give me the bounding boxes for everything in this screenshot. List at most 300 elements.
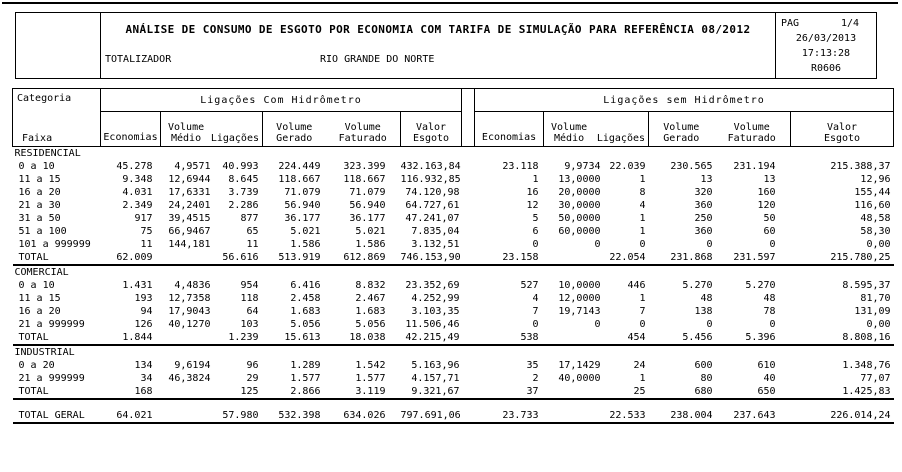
col-volume-gerado-label: Volume Gerado — [663, 122, 700, 144]
col-ligacoes-label: Ligações — [210, 133, 259, 144]
table-row — [13, 305, 894, 318]
value-cell: 36.177 — [284, 213, 321, 224]
value-cell: 8.645 — [228, 174, 259, 185]
report-code: R0606 — [810, 63, 842, 74]
col-volume-faturado-label: Volume Faturado — [338, 122, 387, 144]
faixa-cell: 0 a 10 — [18, 161, 55, 172]
value-cell: 1.586 — [290, 239, 321, 250]
value-cell: 37 — [475, 385, 544, 399]
value-cell: 4.031 — [122, 187, 153, 198]
faixa-cell: 16 a 20 — [18, 306, 61, 317]
report-time: 17:13:28 — [801, 48, 851, 59]
table-row — [13, 186, 894, 199]
value-cell: 0 — [706, 239, 713, 250]
value-cell: 18.038 — [331, 331, 401, 345]
value-cell: 19,7143 — [558, 306, 601, 317]
value-cell: 118.667 — [278, 174, 321, 185]
value-cell: 231.194 — [733, 161, 776, 172]
value-cell: 12,6944 — [168, 174, 211, 185]
value-cell — [544, 331, 604, 345]
gap-cell — [462, 385, 475, 399]
value-cell: 230.565 — [670, 161, 713, 172]
gap-cell — [462, 186, 475, 199]
value-cell: 48,58 — [860, 213, 891, 224]
page-number: 1/4 — [840, 18, 859, 29]
header-center-cell — [101, 13, 775, 78]
faixa-cell: TOTAL — [13, 251, 101, 265]
value-cell: 320 — [694, 187, 713, 198]
value-cell: 0,00 — [866, 239, 891, 250]
value-cell: 47.241,07 — [405, 213, 460, 224]
value-cell: 612.869 — [331, 251, 401, 265]
value-cell: 23.733 — [475, 409, 544, 423]
value-cell: 1 — [639, 373, 646, 384]
value-cell: 634.026 — [331, 409, 401, 423]
value-cell: 40,0000 — [558, 373, 601, 384]
corner-categoria-label: Categoria — [17, 93, 72, 104]
value-cell: 4.252,99 — [411, 293, 460, 304]
value-cell: 103 — [240, 319, 259, 330]
gap-cell — [462, 225, 475, 238]
table-row — [13, 318, 894, 331]
faixa-cell: 51 a 100 — [18, 226, 67, 237]
value-cell: 131,09 — [854, 306, 891, 317]
value-cell: 80 — [700, 373, 713, 384]
value-cell: 4,4836 — [174, 280, 211, 291]
faixa-cell: 21 a 999999 — [18, 373, 85, 384]
value-cell: 75 — [140, 226, 153, 237]
value-cell: 2.467 — [355, 293, 386, 304]
value-cell: 231.597 — [719, 251, 791, 265]
value-cell: 168 — [101, 385, 161, 399]
value-cell: 231.868 — [649, 251, 719, 265]
table-row — [13, 225, 894, 238]
value-cell: 46,3824 — [168, 373, 211, 384]
value-cell: 797.691,06 — [400, 410, 461, 421]
section-total-row — [13, 331, 894, 345]
value-cell: 126 — [134, 319, 153, 330]
report-subtitle: TOTALIZADOR — [105, 54, 172, 65]
value-cell: 5.396 — [719, 331, 791, 345]
value-cell: 5.021 — [290, 226, 321, 237]
value-cell: 6 — [532, 226, 539, 237]
value-cell: 0 — [639, 239, 646, 250]
value-cell: 74.120,98 — [405, 187, 460, 198]
value-cell: 12,7358 — [168, 293, 211, 304]
value-cell: 16 — [526, 187, 539, 198]
col-volume-medio-label: Volume Médio — [551, 122, 588, 144]
value-cell: 5.021 — [355, 226, 386, 237]
value-cell: 0 — [639, 319, 646, 330]
faixa-cell: 101 a 999999 — [18, 239, 91, 250]
value-cell: 238.004 — [649, 409, 719, 423]
table-row — [13, 173, 894, 186]
value-cell: 215.388,37 — [830, 161, 891, 172]
value-cell: 118.667 — [343, 174, 386, 185]
col-medio-ligacoes-2 — [544, 112, 649, 147]
value-cell: 1 — [639, 213, 646, 224]
gap-cell — [462, 251, 475, 265]
value-cell: 24 — [633, 360, 646, 371]
value-cell: 23.158 — [475, 251, 544, 265]
value-cell: 360 — [694, 226, 713, 237]
section-header-row — [13, 265, 894, 279]
value-cell: 4,9571 — [174, 161, 211, 172]
faixa-cell: 21 a 999999 — [18, 319, 85, 330]
section-total-row — [13, 251, 894, 265]
value-cell: 1.577 — [290, 373, 321, 384]
value-cell: 0 — [769, 319, 776, 330]
table-row — [13, 372, 894, 385]
value-cell: 1.683 — [290, 306, 321, 317]
value-cell: 23.118 — [502, 161, 539, 172]
gap-cell — [462, 292, 475, 305]
col-valor-esgoto-1 — [401, 112, 462, 147]
value-cell: 96 — [246, 360, 259, 371]
header-page-cell — [775, 13, 876, 78]
value-cell: 39,4515 — [168, 213, 211, 224]
value-cell: 446 — [627, 280, 646, 291]
value-cell: 432.163,84 — [400, 161, 461, 172]
value-cell: 4 — [639, 200, 646, 211]
value-cell — [544, 251, 604, 265]
value-cell — [544, 385, 604, 399]
value-cell: 48 — [700, 293, 713, 304]
value-cell: 22.039 — [609, 161, 646, 172]
value-cell: 680 — [649, 385, 719, 399]
faixa-cell: 0 a 10 — [18, 280, 55, 291]
value-cell: 35 — [526, 360, 539, 371]
value-cell — [544, 409, 604, 423]
value-cell: 40.993 — [222, 161, 259, 172]
value-cell: 56.940 — [349, 200, 386, 211]
value-cell: 5.163,96 — [411, 360, 460, 371]
value-cell: 5.056 — [290, 319, 321, 330]
value-cell: 6.416 — [290, 280, 321, 291]
gap-cell — [462, 372, 475, 385]
value-cell: 45.278 — [116, 161, 153, 172]
value-cell: 12 — [526, 200, 539, 211]
value-cell: 60 — [763, 226, 776, 237]
col-volume-gerado-label: Volume Gerado — [276, 122, 313, 144]
col-gerado-faturado-1 — [263, 112, 401, 147]
value-cell: 527 — [520, 280, 539, 291]
value-cell: 62.009 — [101, 251, 161, 265]
value-cell: 144,181 — [168, 239, 211, 250]
col-valor-esgoto-label: Valor Esgoto — [823, 122, 861, 144]
section-header-row — [13, 345, 894, 359]
value-cell: 25 — [604, 385, 649, 399]
value-cell: 160 — [757, 187, 776, 198]
spacer-cell — [13, 399, 894, 409]
col-gerado-faturado-2 — [649, 112, 791, 147]
value-cell: 7 — [532, 306, 539, 317]
value-cell: 22.533 — [604, 409, 649, 423]
value-cell: 118 — [240, 293, 259, 304]
col-ligacoes-label: Ligações — [596, 133, 646, 144]
value-cell: 2.866 — [263, 385, 331, 399]
group-header-row — [13, 89, 894, 112]
value-cell: 58,30 — [860, 226, 891, 237]
value-cell: 3.103,35 — [411, 306, 460, 317]
value-cell: 71.079 — [349, 187, 386, 198]
report-title: ANÁLISE DE CONSUMO DE ESGOTO POR ECONOMIA COM TARIFA DE SIMULAÇÃO PARA REFERÊNCIA 08/2012 — [125, 23, 751, 36]
value-cell: 56.940 — [284, 200, 321, 211]
page-indicator — [776, 16, 876, 31]
value-cell: 17,9043 — [168, 306, 211, 317]
value-cell: 13,0000 — [558, 174, 601, 185]
value-cell: 50 — [763, 213, 776, 224]
value-cell: 12,0000 — [558, 293, 601, 304]
value-cell: 2 — [532, 373, 539, 384]
value-cell: 323.399 — [343, 161, 386, 172]
value-cell: 155,44 — [854, 187, 891, 198]
col-medio-ligacoes-1 — [161, 112, 263, 147]
value-cell: 600 — [694, 360, 713, 371]
value-cell: 610 — [757, 360, 776, 371]
value-cell: 4.157,71 — [411, 373, 460, 384]
col-economias-label: Economias — [103, 132, 158, 143]
col-economias-2 — [475, 112, 544, 147]
value-cell: 40 — [763, 373, 776, 384]
value-cell: 1.239 — [219, 331, 263, 345]
faixa-cell: 11 a 15 — [18, 293, 61, 304]
value-cell: 11 — [140, 239, 153, 250]
faixa-cell: TOTAL — [13, 385, 101, 399]
value-cell: 1.577 — [355, 373, 386, 384]
top-rule — [2, 2, 898, 4]
value-cell: 0,00 — [866, 319, 891, 330]
report-body — [13, 147, 894, 424]
value-cell: 64 — [246, 306, 259, 317]
gap-cell — [462, 212, 475, 225]
value-cell: 42.215,49 — [401, 331, 462, 345]
gap-cell — [462, 331, 475, 345]
report-table — [12, 88, 894, 424]
spacer-row — [13, 399, 894, 409]
value-cell: 125 — [219, 385, 263, 399]
value-cell: 5.456 — [649, 331, 719, 345]
faixa-cell: 0 a 20 — [18, 360, 55, 371]
value-cell: 9,9734 — [564, 161, 601, 172]
faixa-cell: 16 a 20 — [18, 187, 61, 198]
value-cell: 3.119 — [331, 385, 401, 399]
faixa-cell: TOTAL — [13, 331, 101, 345]
value-cell: 746.153,90 — [400, 252, 461, 263]
value-cell: 29 — [246, 373, 259, 384]
table-row — [13, 199, 894, 212]
col-valor-esgoto-label: Valor Esgoto — [412, 122, 450, 144]
value-cell: 116.932,85 — [400, 174, 461, 185]
table-row — [13, 359, 894, 372]
value-cell: 120 — [757, 200, 776, 211]
value-cell: 71.079 — [284, 187, 321, 198]
table-row — [13, 238, 894, 251]
value-cell: 215.780,25 — [791, 251, 894, 265]
value-cell: 513.919 — [263, 251, 331, 265]
value-cell: 1.425,83 — [791, 385, 894, 399]
value-cell: 9,6194 — [174, 360, 211, 371]
value-cell — [161, 409, 219, 423]
value-cell: 77,07 — [860, 373, 891, 384]
value-cell: 48 — [763, 293, 776, 304]
page-label: PAG — [781, 18, 800, 29]
gap-cell — [462, 305, 475, 318]
section-label: INDUSTRIAL — [14, 347, 75, 358]
table-row — [13, 160, 894, 173]
value-cell: 8 — [639, 187, 646, 198]
value-cell: 8.832 — [355, 280, 386, 291]
header-left-cell — [16, 13, 101, 78]
value-cell: 34 — [140, 373, 153, 384]
value-cell: 1.542 — [355, 360, 386, 371]
value-cell: 7 — [639, 306, 646, 317]
value-cell: 78 — [763, 306, 776, 317]
col-economias-1 — [101, 112, 161, 147]
value-cell: 12,96 — [860, 174, 891, 185]
value-cell: 250 — [694, 213, 713, 224]
value-cell: 454 — [604, 331, 649, 345]
value-cell: 64.727,61 — [405, 200, 460, 211]
gap-cell — [462, 318, 475, 331]
value-cell: 1 — [639, 174, 646, 185]
gap-cell — [462, 238, 475, 251]
section-label: COMERCIAL — [14, 267, 69, 278]
value-cell: 5.056 — [355, 319, 386, 330]
value-cell: 954 — [240, 280, 259, 291]
value-cell: 50,0000 — [558, 213, 601, 224]
value-cell: 134 — [134, 360, 153, 371]
value-cell: 877 — [240, 213, 259, 224]
report-region: RIO GRANDE DO NORTE — [320, 54, 435, 65]
group-without-meter: Ligações sem Hidrômetro — [475, 89, 894, 112]
gap-cell — [462, 160, 475, 173]
value-cell: 40,1270 — [168, 319, 211, 330]
section-header-row — [13, 147, 894, 161]
value-cell: 1.431 — [122, 280, 153, 291]
gap-cell — [462, 279, 475, 292]
value-cell — [161, 385, 219, 399]
value-cell: 9.348 — [122, 174, 153, 185]
value-cell: 66,9467 — [168, 226, 211, 237]
value-cell: 7.835,04 — [411, 226, 460, 237]
value-cell: 538 — [475, 331, 544, 345]
value-cell: 3.739 — [228, 187, 259, 198]
col-volume-faturado-label: Volume Faturado — [727, 122, 776, 144]
value-cell: 1.844 — [101, 331, 161, 345]
value-cell: 4 — [532, 293, 539, 304]
gap-cell — [462, 199, 475, 212]
value-cell: 138 — [694, 306, 713, 317]
value-cell: 5.270 — [682, 280, 713, 291]
group-gap-cell — [462, 89, 475, 147]
table-row — [13, 212, 894, 225]
value-cell: 13 — [763, 174, 776, 185]
group-with-meter: Ligações Com Hidrômetro — [101, 89, 462, 112]
table-row — [13, 292, 894, 305]
value-cell: 56.616 — [219, 251, 263, 265]
value-cell: 2.458 — [290, 293, 321, 304]
value-cell: 0 — [532, 319, 539, 330]
faixa-cell: 11 a 15 — [18, 174, 61, 185]
value-cell — [161, 331, 219, 345]
value-cell: 0 — [594, 319, 601, 330]
value-cell: 11.506,46 — [405, 319, 460, 330]
value-cell: 8.595,37 — [842, 280, 891, 291]
value-cell: 1 — [639, 226, 646, 237]
value-cell: 224.449 — [278, 161, 321, 172]
value-cell: 5 — [532, 213, 539, 224]
column-header-row — [13, 112, 894, 147]
value-cell: 532.398 — [263, 409, 331, 423]
value-cell: 2.286 — [228, 200, 259, 211]
report-header — [15, 12, 877, 79]
grand-total-row — [13, 409, 894, 423]
value-cell: 36.177 — [349, 213, 386, 224]
faixa-cell: 21 a 30 — [18, 200, 61, 211]
gap-cell — [462, 409, 475, 423]
value-cell: 22.054 — [604, 251, 649, 265]
value-cell: 3.132,51 — [411, 239, 460, 250]
value-cell: 193 — [134, 293, 153, 304]
value-cell: 24,2401 — [168, 200, 211, 211]
value-cell: 237.643 — [719, 409, 791, 423]
value-cell: 360 — [694, 200, 713, 211]
value-cell: 1 — [532, 174, 539, 185]
value-cell: 20,0000 — [558, 187, 601, 198]
value-cell: 57.980 — [219, 409, 263, 423]
faixa-cell: 31 a 50 — [18, 213, 61, 224]
value-cell: 81,70 — [860, 293, 891, 304]
table-row — [13, 279, 894, 292]
col-economias-label: Economias — [481, 132, 537, 143]
value-cell: 64.021 — [101, 409, 161, 423]
value-cell: 8.808,16 — [791, 331, 894, 345]
value-cell: 30,0000 — [558, 200, 601, 211]
value-cell: 0 — [706, 319, 713, 330]
value-cell: 1.586 — [355, 239, 386, 250]
value-cell: 60,0000 — [558, 226, 601, 237]
value-cell: 1 — [639, 293, 646, 304]
col-valor-esgoto-2 — [791, 112, 894, 147]
value-cell: 17,1429 — [558, 360, 601, 371]
value-cell: 226.014,24 — [791, 409, 894, 423]
value-cell: 17,6331 — [168, 187, 211, 198]
value-cell: 1.683 — [355, 306, 386, 317]
section-total-row — [13, 385, 894, 399]
value-cell: 116,60 — [854, 200, 891, 211]
section-label: RESIDENCIAL — [14, 148, 81, 159]
value-cell: 650 — [719, 385, 791, 399]
value-cell: 2.349 — [122, 200, 153, 211]
value-cell: 9.321,67 — [401, 385, 462, 399]
value-cell: 1.289 — [290, 360, 321, 371]
value-cell: 917 — [134, 213, 153, 224]
value-cell: 11 — [246, 239, 259, 250]
value-cell: 5.270 — [745, 280, 776, 291]
value-cell: 13 — [700, 174, 713, 185]
value-cell: 0 — [594, 239, 601, 250]
faixa-cell: TOTAL GERAL — [13, 409, 101, 423]
value-cell: 10,0000 — [558, 280, 601, 291]
gap-cell — [462, 359, 475, 372]
value-cell: 15.613 — [263, 331, 331, 345]
value-cell: 94 — [140, 306, 153, 317]
value-cell: 23.352,69 — [405, 280, 460, 291]
value-cell — [161, 251, 219, 265]
corner-faixa-label: Faixa — [22, 133, 53, 144]
value-cell: 0 — [532, 239, 539, 250]
